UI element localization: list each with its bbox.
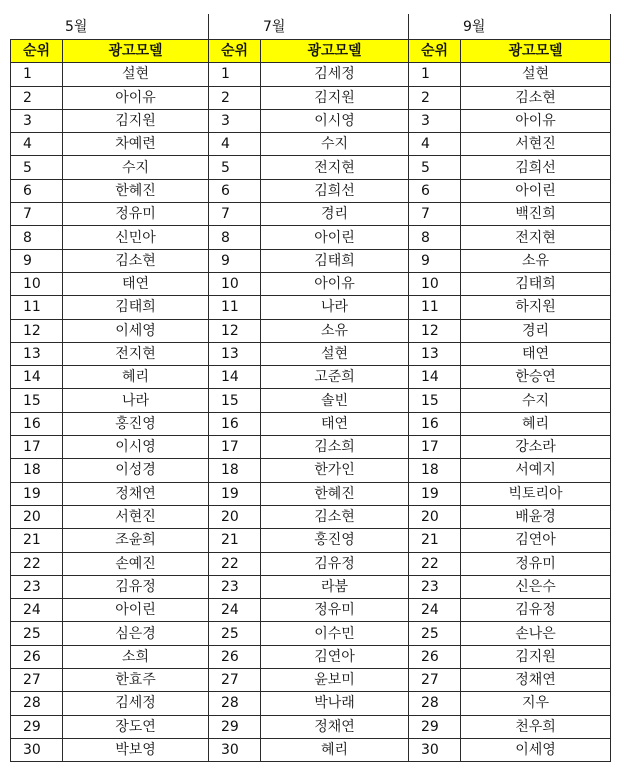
model-name-cell: 정유미 [261, 599, 409, 622]
rank-cell: 28 [409, 692, 461, 715]
rank-cell: 2 [11, 86, 63, 109]
rank-cell: 23 [409, 575, 461, 598]
rank-cell: 8 [209, 226, 261, 249]
rank-cell: 25 [209, 622, 261, 645]
table-row [11, 529, 611, 552]
rank-cell: 28 [11, 692, 63, 715]
model-name-cell: 이세영 [461, 738, 611, 761]
table-row [11, 133, 611, 156]
rank-cell: 19 [11, 482, 63, 505]
rank-cell: 17 [209, 436, 261, 459]
rank-cell: 14 [409, 366, 461, 389]
rank-cell: 4 [409, 133, 461, 156]
model-name-cell: 이시영 [63, 436, 209, 459]
rank-cell: 2 [409, 86, 461, 109]
rank-cell: 26 [409, 645, 461, 668]
rank-cell: 1 [209, 63, 261, 86]
model-name-cell: 김지원 [261, 86, 409, 109]
model-name-cell: 설현 [261, 342, 409, 365]
model-name-cell: 김유정 [63, 575, 209, 598]
model-name-cell: 정채연 [461, 669, 611, 692]
model-name-cell: 김소현 [261, 505, 409, 528]
rank-cell: 22 [11, 552, 63, 575]
model-name-cell: 손나은 [461, 622, 611, 645]
table-row [11, 226, 611, 249]
rank-cell: 30 [209, 738, 261, 761]
rank-cell: 7 [409, 203, 461, 226]
rank-cell: 16 [409, 412, 461, 435]
rank-cell: 9 [209, 249, 261, 272]
model-name-cell: 김소현 [63, 249, 209, 272]
table-row [11, 645, 611, 668]
model-header: 광고모델 [63, 40, 209, 63]
rank-cell: 21 [209, 529, 261, 552]
rank-cell: 8 [409, 226, 461, 249]
rank-cell: 10 [409, 272, 461, 295]
model-name-cell: 홍진영 [63, 412, 209, 435]
model-name-cell: 혜리 [63, 366, 209, 389]
rank-cell: 5 [11, 156, 63, 179]
model-name-cell: 설현 [461, 63, 611, 86]
rank-cell: 23 [11, 575, 63, 598]
rank-cell: 9 [11, 249, 63, 272]
model-name-cell: 하지원 [461, 296, 611, 319]
rank-cell: 24 [209, 599, 261, 622]
model-name-cell: 김소현 [461, 86, 611, 109]
rank-cell: 30 [11, 738, 63, 761]
rank-cell: 13 [409, 342, 461, 365]
rank-cell: 4 [209, 133, 261, 156]
table-row [11, 575, 611, 598]
rank-cell: 12 [409, 319, 461, 342]
rank-cell: 12 [209, 319, 261, 342]
rank-cell: 6 [11, 179, 63, 202]
model-name-cell: 설현 [63, 63, 209, 86]
rank-cell: 14 [11, 366, 63, 389]
rank-cell: 27 [11, 669, 63, 692]
rank-cell: 1 [409, 63, 461, 86]
table-row [11, 109, 611, 132]
rank-cell: 20 [409, 505, 461, 528]
model-name-cell: 한가인 [261, 459, 409, 482]
rank-cell: 4 [11, 133, 63, 156]
model-name-cell: 전지현 [261, 156, 409, 179]
model-name-cell: 태연 [461, 342, 611, 365]
rank-cell: 10 [11, 272, 63, 295]
model-name-cell: 차예련 [63, 133, 209, 156]
model-name-cell: 김희선 [261, 179, 409, 202]
table-row [11, 738, 611, 761]
model-name-cell: 정유미 [461, 552, 611, 575]
rank-cell: 9 [409, 249, 461, 272]
rank-cell: 3 [209, 109, 261, 132]
table-row [11, 412, 611, 435]
model-name-cell: 천우희 [461, 715, 611, 738]
ad-model-ranking-table [10, 14, 611, 762]
table-row [11, 599, 611, 622]
model-name-cell: 태연 [261, 412, 409, 435]
model-name-cell: 나라 [261, 296, 409, 319]
table-row [11, 63, 611, 86]
model-name-cell: 태연 [63, 272, 209, 295]
model-name-cell: 아이린 [63, 599, 209, 622]
table-row [11, 319, 611, 342]
model-name-cell: 박보영 [63, 738, 209, 761]
rank-cell: 11 [11, 296, 63, 319]
rank-cell: 3 [409, 109, 461, 132]
rank-cell: 11 [209, 296, 261, 319]
model-name-cell: 라붐 [261, 575, 409, 598]
model-name-cell: 박나래 [261, 692, 409, 715]
model-name-cell: 김연아 [261, 645, 409, 668]
model-name-cell: 김유정 [461, 599, 611, 622]
rank-cell: 6 [409, 179, 461, 202]
month-label-may: 5월 [11, 15, 209, 40]
rank-cell: 14 [209, 366, 261, 389]
model-name-cell: 김소희 [261, 436, 409, 459]
rank-cell: 24 [11, 599, 63, 622]
header-row [11, 40, 611, 63]
model-name-cell: 윤보미 [261, 669, 409, 692]
model-name-cell: 신민아 [63, 226, 209, 249]
model-name-cell: 강소라 [461, 436, 611, 459]
model-name-cell: 김세정 [261, 63, 409, 86]
model-name-cell: 백진희 [461, 203, 611, 226]
model-name-cell: 나라 [63, 389, 209, 412]
model-name-cell: 수지 [261, 133, 409, 156]
model-name-cell: 솔빈 [261, 389, 409, 412]
model-name-cell: 이세영 [63, 319, 209, 342]
rank-cell: 18 [409, 459, 461, 482]
table-row [11, 715, 611, 738]
model-name-cell: 신은수 [461, 575, 611, 598]
table-row [11, 552, 611, 575]
rank-cell: 13 [11, 342, 63, 365]
model-name-cell: 수지 [461, 389, 611, 412]
model-name-cell: 김지원 [63, 109, 209, 132]
model-name-cell: 서현진 [63, 505, 209, 528]
rank-cell: 3 [11, 109, 63, 132]
model-name-cell: 서현진 [461, 133, 611, 156]
model-name-cell: 전지현 [63, 342, 209, 365]
rank-cell: 21 [11, 529, 63, 552]
table-row [11, 272, 611, 295]
rank-cell: 24 [409, 599, 461, 622]
table-row [11, 459, 611, 482]
table-row [11, 389, 611, 412]
rank-cell: 18 [209, 459, 261, 482]
model-header: 광고모델 [261, 40, 409, 63]
model-name-cell: 한승연 [461, 366, 611, 389]
rank-cell: 25 [11, 622, 63, 645]
model-name-cell: 소희 [63, 645, 209, 668]
month-row [11, 15, 611, 40]
model-name-cell: 김태희 [261, 249, 409, 272]
rank-cell: 26 [11, 645, 63, 668]
rank-cell: 15 [11, 389, 63, 412]
table-row [11, 86, 611, 109]
model-name-cell: 장도연 [63, 715, 209, 738]
month-label-july: 7월 [209, 15, 409, 40]
model-name-cell: 김세정 [63, 692, 209, 715]
table-row [11, 156, 611, 179]
month-label-september: 9월 [409, 15, 611, 40]
rank-cell: 21 [409, 529, 461, 552]
table-row [11, 692, 611, 715]
model-name-cell: 고준희 [261, 366, 409, 389]
model-name-cell: 지우 [461, 692, 611, 715]
table-row [11, 296, 611, 319]
table-row [11, 203, 611, 226]
table-row [11, 482, 611, 505]
model-name-cell: 김희선 [461, 156, 611, 179]
rank-cell: 11 [409, 296, 461, 319]
model-name-cell: 아이린 [461, 179, 611, 202]
rank-cell: 29 [209, 715, 261, 738]
rank-cell: 6 [209, 179, 261, 202]
rank-cell: 15 [409, 389, 461, 412]
model-name-cell: 배윤경 [461, 505, 611, 528]
rank-cell: 7 [11, 203, 63, 226]
table-row [11, 505, 611, 528]
model-name-cell: 아이유 [63, 86, 209, 109]
model-name-cell: 김지원 [461, 645, 611, 668]
ranking-table-container [10, 14, 611, 762]
rank-cell: 27 [209, 669, 261, 692]
model-name-cell: 혜리 [461, 412, 611, 435]
model-name-cell: 김연아 [461, 529, 611, 552]
rank-cell: 22 [209, 552, 261, 575]
rank-cell: 5 [209, 156, 261, 179]
rank-cell: 16 [209, 412, 261, 435]
rank-cell: 20 [209, 505, 261, 528]
rank-cell: 17 [11, 436, 63, 459]
rank-cell: 23 [209, 575, 261, 598]
model-name-cell: 김태희 [461, 272, 611, 295]
model-name-cell: 정채연 [261, 715, 409, 738]
model-name-cell: 심은경 [63, 622, 209, 645]
rank-cell: 29 [11, 715, 63, 738]
model-name-cell: 전지현 [461, 226, 611, 249]
model-name-cell: 아이린 [261, 226, 409, 249]
model-name-cell: 이성경 [63, 459, 209, 482]
table-row [11, 436, 611, 459]
model-header: 광고모델 [461, 40, 611, 63]
rank-cell: 10 [209, 272, 261, 295]
model-name-cell: 한혜진 [261, 482, 409, 505]
model-name-cell: 김유정 [261, 552, 409, 575]
rank-cell: 20 [11, 505, 63, 528]
table-row [11, 179, 611, 202]
table-row [11, 249, 611, 272]
model-name-cell: 조윤희 [63, 529, 209, 552]
rank-cell: 12 [11, 319, 63, 342]
rank-cell: 7 [209, 203, 261, 226]
rank-cell: 13 [209, 342, 261, 365]
rank-cell: 8 [11, 226, 63, 249]
rank-cell: 2 [209, 86, 261, 109]
model-name-cell: 소유 [261, 319, 409, 342]
rank-cell: 17 [409, 436, 461, 459]
rank-cell: 16 [11, 412, 63, 435]
rank-cell: 15 [209, 389, 261, 412]
rank-cell: 5 [409, 156, 461, 179]
rank-header: 순위 [11, 40, 63, 63]
rank-cell: 19 [209, 482, 261, 505]
table-row [11, 342, 611, 365]
model-name-cell: 서예지 [461, 459, 611, 482]
rank-cell: 25 [409, 622, 461, 645]
model-name-cell: 한혜진 [63, 179, 209, 202]
model-name-cell: 혜리 [261, 738, 409, 761]
model-name-cell: 이시영 [261, 109, 409, 132]
model-name-cell: 빅토리아 [461, 482, 611, 505]
rank-cell: 18 [11, 459, 63, 482]
table-row [11, 669, 611, 692]
model-name-cell: 아이유 [261, 272, 409, 295]
model-name-cell: 정채연 [63, 482, 209, 505]
model-name-cell: 홍진영 [261, 529, 409, 552]
model-name-cell: 수지 [63, 156, 209, 179]
model-name-cell: 아이유 [461, 109, 611, 132]
rank-cell: 27 [409, 669, 461, 692]
model-name-cell: 소유 [461, 249, 611, 272]
rank-header: 순위 [409, 40, 461, 63]
model-name-cell: 경리 [261, 203, 409, 226]
rank-cell: 1 [11, 63, 63, 86]
model-name-cell: 경리 [461, 319, 611, 342]
table-row [11, 366, 611, 389]
rank-cell: 29 [409, 715, 461, 738]
table-row [11, 622, 611, 645]
model-name-cell: 김태희 [63, 296, 209, 319]
rank-cell: 19 [409, 482, 461, 505]
model-name-cell: 손예진 [63, 552, 209, 575]
rank-cell: 30 [409, 738, 461, 761]
model-name-cell: 이수민 [261, 622, 409, 645]
model-name-cell: 한효주 [63, 669, 209, 692]
rank-cell: 26 [209, 645, 261, 668]
rank-cell: 28 [209, 692, 261, 715]
rank-header: 순위 [209, 40, 261, 63]
rank-cell: 22 [409, 552, 461, 575]
model-name-cell: 정유미 [63, 203, 209, 226]
